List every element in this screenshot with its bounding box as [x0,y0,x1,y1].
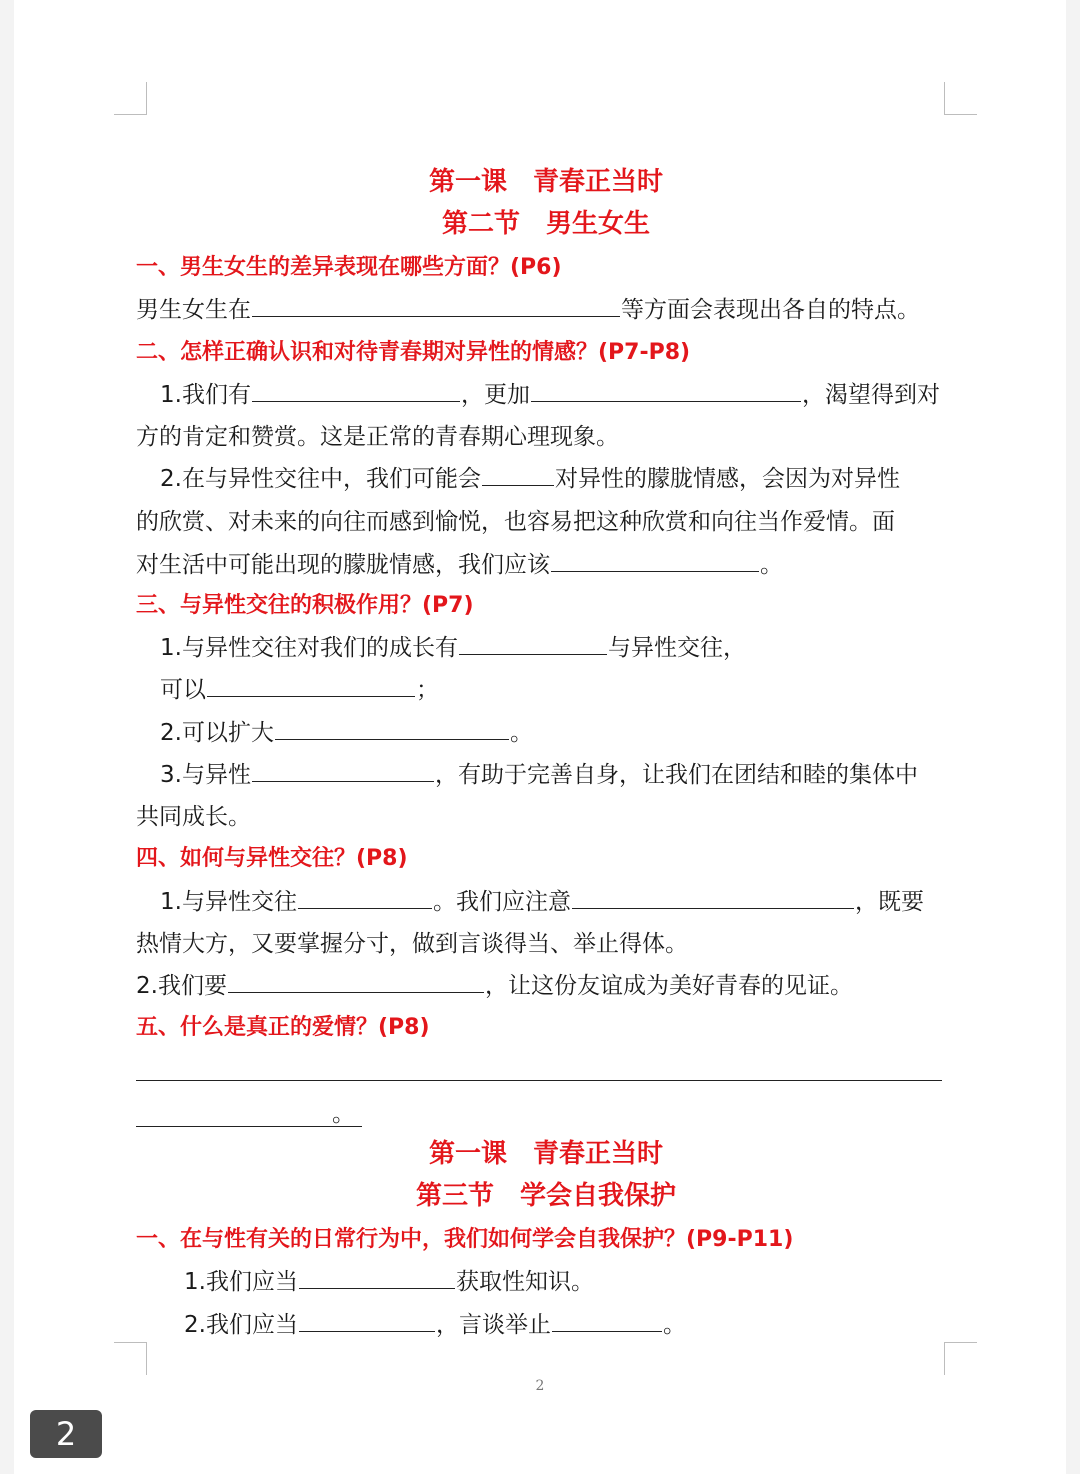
answer-line: 2.我们要 ，让这份友谊成为美好青春的见证。 [136,973,853,999]
fill-blank[interactable] [207,695,415,697]
page-number: 2 [535,1378,545,1394]
answer-rule[interactable] [136,1080,942,1081]
fill-blank[interactable] [299,1330,435,1332]
fill-blank[interactable] [252,780,434,782]
fill-blank[interactable] [459,653,607,655]
question-heading-5: 五、什么是真正的爱情？(P8) [136,1015,430,1040]
answer-line: 1.我们有 ，更加 ，渴望得到对 [160,382,940,408]
answer-line: 可以 ； [160,677,439,703]
fill-blank[interactable] [275,738,509,740]
answer-line: 对生活中可能出现的朦胧情感，我们应该 。 [136,552,783,578]
answer-line: 共同成长。 [136,804,251,830]
answer-line: 的欣赏、对未来的向往而感到愉悦，也容易把这种欣赏和向往当作爱情。面 [136,509,895,535]
answer-line: 1.我们应当 获取性知识。 [184,1269,594,1295]
answer-line: 方的肯定和赞赏。这是正常的青春期心理现象。 [136,424,619,450]
lesson-title: 第一课 青春正当时 [428,167,663,197]
answer-line-short[interactable]: 。 [136,1102,362,1127]
crop-mark-bottom-left [114,1342,147,1375]
crop-mark-top-right [944,82,977,115]
question-heading-1: 一、男生女生的差异表现在哪些方面？(P6) [136,255,562,280]
fill-blank[interactable] [551,570,759,572]
fill-blank[interactable] [531,400,801,402]
answer-line: 3.与异性 ，有助于完善自身，让我们在团结和睦的集体中 [160,762,918,788]
fill-blank[interactable] [572,907,854,909]
answer-line: 2.我们应当 ，言谈举止 。 [184,1312,686,1338]
fill-blank[interactable] [299,1287,455,1289]
answer-line: 男生女生在 等方面会表现出各自的特点。 [136,297,920,323]
section-title: 第二节 男生女生 [441,209,650,239]
section-title-2: 第三节 学会自我保护 [415,1181,676,1211]
crop-mark-bottom-right [944,1342,977,1375]
crop-mark-top-left [114,82,147,115]
fill-blank[interactable] [252,400,460,402]
document-page [14,0,1066,1474]
question-heading-3: 三、与异性交往的积极作用？(P7) [136,593,474,618]
answer-line: 热情大方，又要掌握分寸，做到言谈得当、举止得体。 [136,931,688,957]
answer-line: 1.与异性交往对我们的成长有 与异性交往， [160,635,746,661]
answer-line: 1.与异性交往 。我们应注意 ，既要 [160,889,924,915]
question-heading-4: 四、如何与异性交往？(P8) [136,846,408,871]
question-heading-6: 一、在与性有关的日常行为中，我们如何学会自我保护？(P9-P11) [136,1227,794,1252]
answer-line: 2.在与异性交往中，我们可能会 对异性的朦胧情感，会因为对异性 [160,466,900,492]
fill-blank[interactable] [552,1330,662,1332]
question-heading-2: 二、怎样正确认识和对待青春期对异性的情感？(P7-P8) [136,340,691,365]
page-indicator-badge[interactable]: 2 [30,1410,102,1458]
fill-blank[interactable] [298,907,432,909]
fill-blank[interactable] [228,991,484,993]
lesson-title-2: 第一课 青春正当时 [428,1139,663,1169]
answer-line: 2.可以扩大 。 [160,720,533,746]
fill-blank[interactable] [482,484,554,486]
fill-blank[interactable] [252,315,620,317]
